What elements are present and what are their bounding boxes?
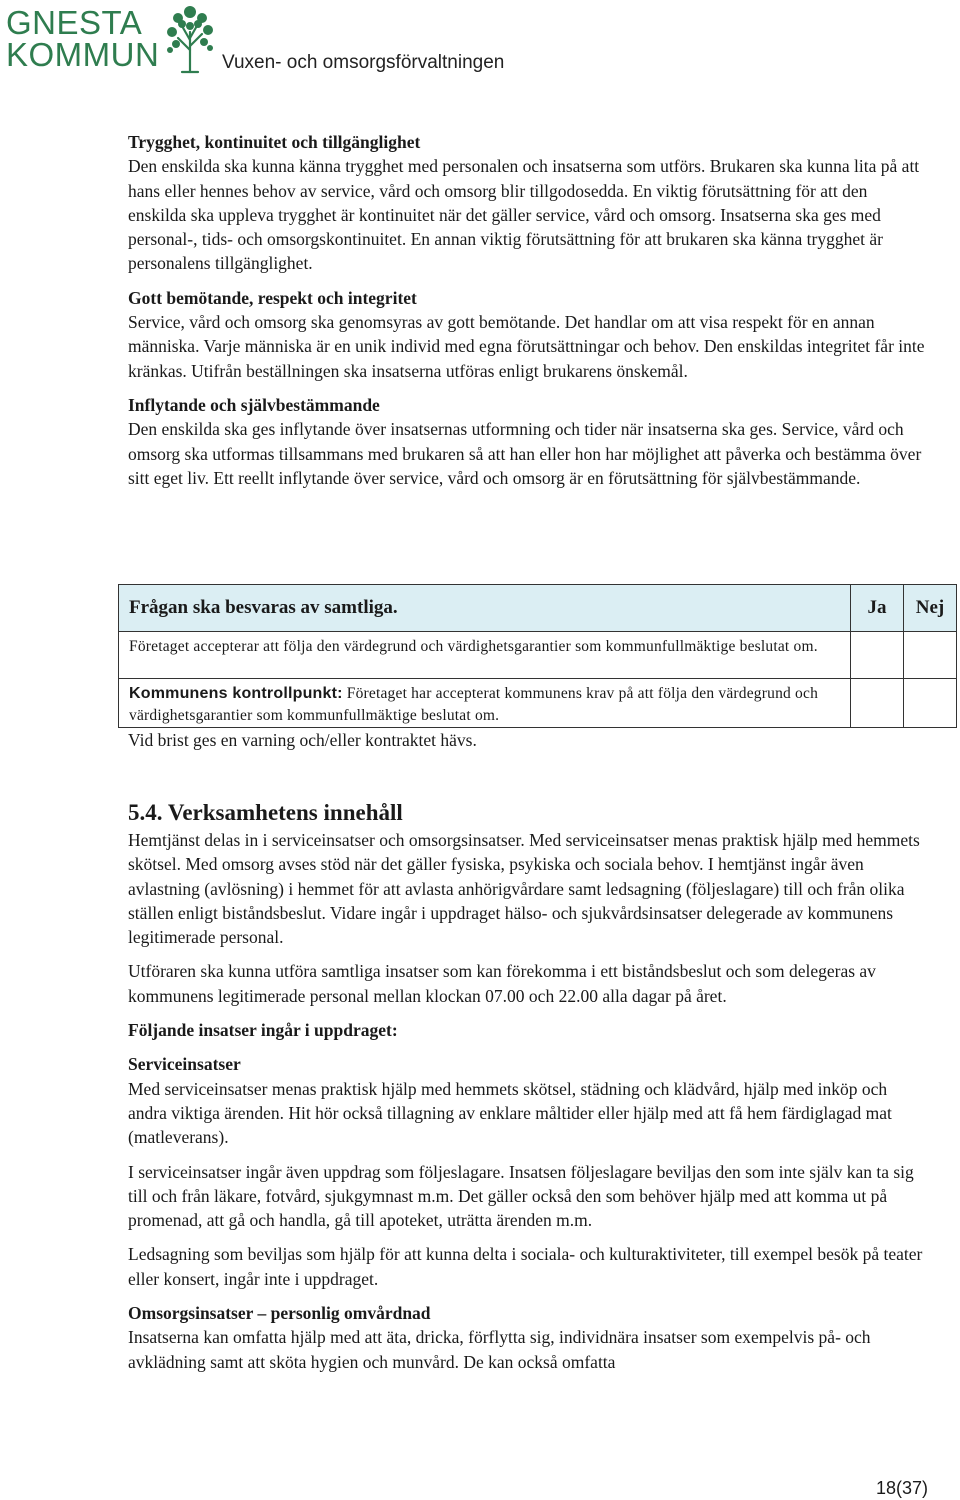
control-point-text: Företaget har accepterat kommunens krav på att följa den värdegrund och värdighetsgarantier som kommunfullmäktige beslutat om. <box>129 685 819 724</box>
paragraph: I serviceinsatser ingår även uppdrag som följeslagare. Insatsen följeslagare beviljas den som inte själv kan ta sig till och från läkare, fotvård, sjukgymnast m.m. Det gäller också den som behöver hjälp med att komma ut på promenad, att gå och handla, gå till apoteket, uträtta ärenden m.m. <box>128 1161 914 1231</box>
included-heading: Följande insatser ingår i uppdraget: <box>128 1020 398 1041</box>
no-header: Nej <box>904 585 957 632</box>
section-trygghet <box>128 130 928 276</box>
question-text: Företaget accepterar att följa den värdegrund och värdighetsgarantier som kommunfullmäktige beslutat om. <box>119 632 851 679</box>
no-checkbox[interactable] <box>904 632 957 679</box>
care-heading: Omsorgsinsatser – personlig omvårdnad <box>128 1303 431 1324</box>
control-point-cell <box>119 679 851 728</box>
paragraph: Insatserna kan omfatta hjälp med att äta, dricka, förflytta sig, individnära insatser som exempelvis på- och avklädning samt att sköta hygien och munvård. De kan också omfatta <box>128 1327 871 1372</box>
question-table <box>118 584 957 728</box>
section-text: Service, vård och omsorg ska genomsyras av gott bemötande. Det handlar om att visa respekt för en annan människa. Varje människa är en unik individ med egna förutsättningar och behov. Den enskildas integritet får inte kränkas. Utifrån beställningen ska insatserna utföras enligt brukarens önskemål. <box>128 312 925 381</box>
gnesta-logo <box>2 2 217 72</box>
section-bemotande <box>128 286 928 383</box>
section-5-4 <box>128 770 928 1374</box>
section-5-4-heading: 5.4. Verksamhetens innehåll <box>128 800 403 825</box>
logo-text-line1: GNESTA <box>6 4 143 41</box>
control-point-row <box>119 679 957 728</box>
tree-icon <box>164 2 216 74</box>
control-point-no-cell <box>904 679 957 728</box>
logo-text-line2: KOMMUN <box>6 36 160 73</box>
section-text: Den enskilda ska kunna känna trygghet med personalen och insatserna som utförs. Brukaren ska kunna lita på att hans eller hennes behov av service, vård och omsorg blir tillgodosedda. En viktig förutsättning för att den enskilda ska uppleva trygghet är kontinuitet när det gäller service, vård och omsorg. Insatserna ska ges med personal-, tids- och omsorgskontinuitet. En annan viktig förutsättning för att brukaren ska känna trygghet är personalens tillgänglighet. <box>128 156 920 274</box>
section-inflytande <box>128 393 928 490</box>
question-header: Frågan ska besvaras av samtliga. <box>119 585 851 632</box>
paragraph: Ledsagning som beviljas som hjälp för att kunna delta i sociala- och kulturaktiviteter, till exempel besök på teater eller konsert, ingår inte i uppdraget. <box>128 1244 923 1289</box>
intro-sections <box>128 130 928 500</box>
yes-header: Ja <box>851 585 904 632</box>
section-text: Den enskilda ska ges inflytande över insatsernas utformning och tider när insatserna ska ges. Service, vård och omsorg ska utformas tillsammans med brukaren så att han eller hon har möjlighet att påverka och bestämma över sitt eget liv. Ett reellt inflytande över service, vård och omsorg är en förutsättning för självbestämmande. <box>128 419 922 488</box>
paragraph: Hemtjänst delas in i serviceinsatser och omsorgsinsatser. Med serviceinsatser menas praktisk hjälp med hemmets skötsel. Med omsorg avses stöd när det gäller fysiska, psykiska och sociala behov. I hemtjänst ingår även avlastning (avlösning) i hemmet för att avlasta anhörigvårdare samt ledsagning (följeslagare) till och från olika ställen enligt biståndsbeslut. Vidare ingår i uppdraget hälso- och sjukvårdsinsatser delegerade av kommunens legitimerade personal. <box>128 830 920 948</box>
department-name: Vuxen- och omsorgsförvaltningen <box>222 52 505 73</box>
control-point-label: Kommunens kontrollpunkt: <box>129 685 343 702</box>
question-row <box>119 632 957 679</box>
section-heading: Trygghet, kontinuitet och tillgänglighet <box>128 132 421 152</box>
section-heading: Gott bemötande, respekt och integritet <box>128 287 417 308</box>
section-heading: Inflytande och självbestämmande <box>128 394 380 415</box>
yes-checkbox[interactable] <box>851 632 904 679</box>
control-point-yes-cell <box>851 679 904 728</box>
paragraph: Med serviceinsatser menas praktisk hjälp med hemmets skötsel, städning och klädvård, hjälp med inköp och andra viktiga ärenden. Hit hör också tillagning av enklare måltider eller hjälp med att få hem färdiglagad mat (matleverans). <box>128 1078 892 1148</box>
question-table-header <box>119 585 957 632</box>
page-number: 18(37) <box>875 1478 928 1498</box>
service-heading: Serviceinsatser <box>128 1054 241 1075</box>
deficiency-note: Vid brist ges en varning och/eller kontraktet hävs. <box>128 730 477 750</box>
paragraph: Utföraren ska kunna utföra samtliga insatser som kan förekomma i ett biståndsbeslut och som delegeras av kommunens legitimerade personal mellan klockan 07.00 och 22.00 alla dagar på året. <box>128 961 876 1006</box>
